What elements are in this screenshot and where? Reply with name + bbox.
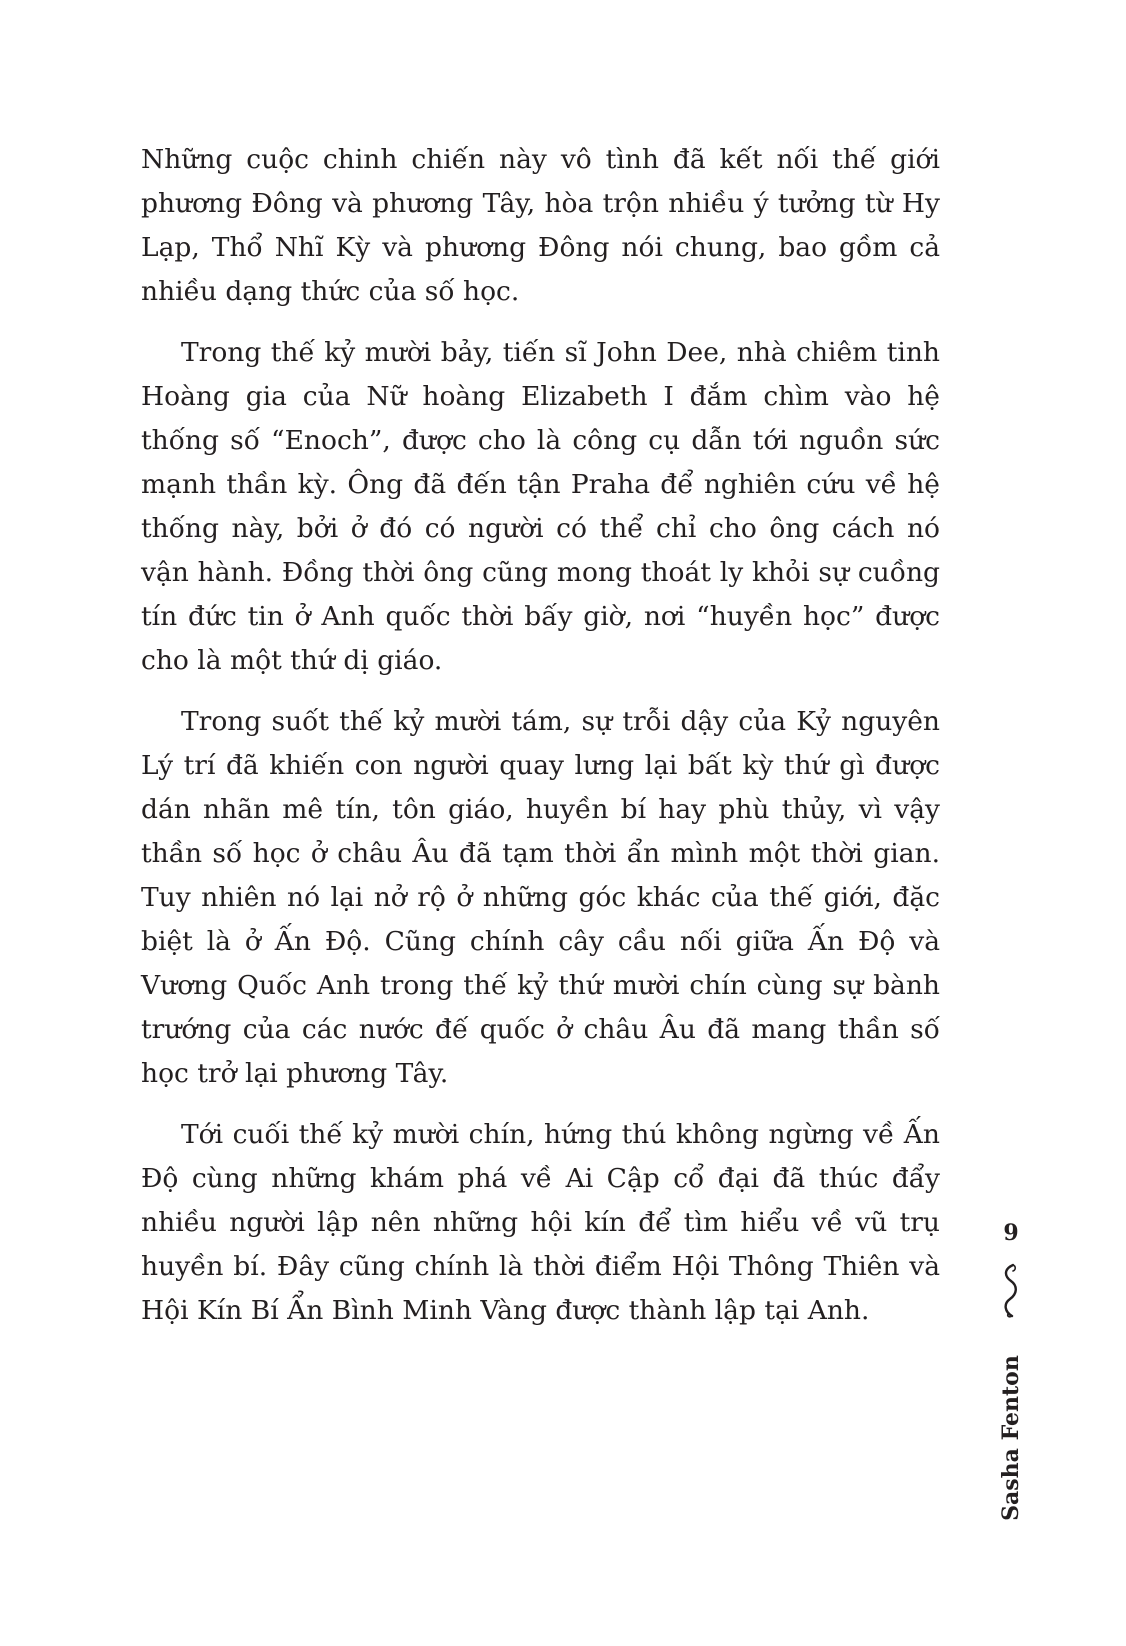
author-name: Sasha Fenton bbox=[998, 1355, 1024, 1521]
body-text bbox=[141, 138, 940, 1350]
paragraph-1: Những cuộc chinh chiến này vô tình đã kết nối thế giới phương Đông và phương Tây, hòa trộn nhiều ý tưởng từ Hy Lạp, Thổ Nhĩ Kỳ và phương Đông nói chung, bao gồm cả nhiều dạng thức của số học. bbox=[141, 144, 940, 307]
paragraph-2: Trong thế kỷ mười bảy, tiến sĩ John Dee, nhà chiêm tinh Hoàng gia của Nữ hoàng Elizabeth I đắm chìm vào hệ thống số “Enoch”, được cho là công cụ dẫn tới nguồn sức mạnh thần kỳ. Ông đã đến tận Praha để nghiên cứu về hệ thống này, bởi ở đó có người có thể chỉ cho ông cách nó vận hành. Đồng thời ông cũng mong thoát ly khỏi sự cuồng tín đức tin ở Anh quốc thời bấy giờ, nơi “huyền học” được cho là một thứ dị giáo. bbox=[141, 337, 940, 676]
scroll-flourish-icon bbox=[999, 1262, 1023, 1320]
paragraph-3: Trong suốt thế kỷ mười tám, sự trỗi dậy của Kỷ nguyên Lý trí đã khiến con người quay lưng lại bất kỳ thứ gì được dán nhãn mê tín, tôn giáo, huyền bí hay phù thủy, vì vậy thần số học ở châu Âu đã tạm thời ẩn mình một thời gian. Tuy nhiên nó lại nở rộ ở những góc khác của thế giới, đặc biệt là ở Ấn Độ. Cũng chính cây cầu nối giữa Ấn Độ và Vương Quốc Anh trong thế kỷ thứ mười chín cùng sự bành trướng của các nước đế quốc ở châu Âu đã mang thần số học trở lại phương Tây. bbox=[141, 706, 940, 1089]
paragraph-4: Tới cuối thế kỷ mười chín, hứng thú không ngừng về Ấn Độ cùng những khám phá về Ai Cập cổ đại đã thúc đẩy nhiều người lập nên những hội kín để tìm hiểu về vũ trụ huyền bí. Đây cũng chính là thời điểm Hội Thông Thiên và Hội Kín Bí Ẩn Bình Minh Vàng được thành lập tại Anh. bbox=[141, 1119, 940, 1326]
page-number: 9 bbox=[1003, 1220, 1019, 1246]
